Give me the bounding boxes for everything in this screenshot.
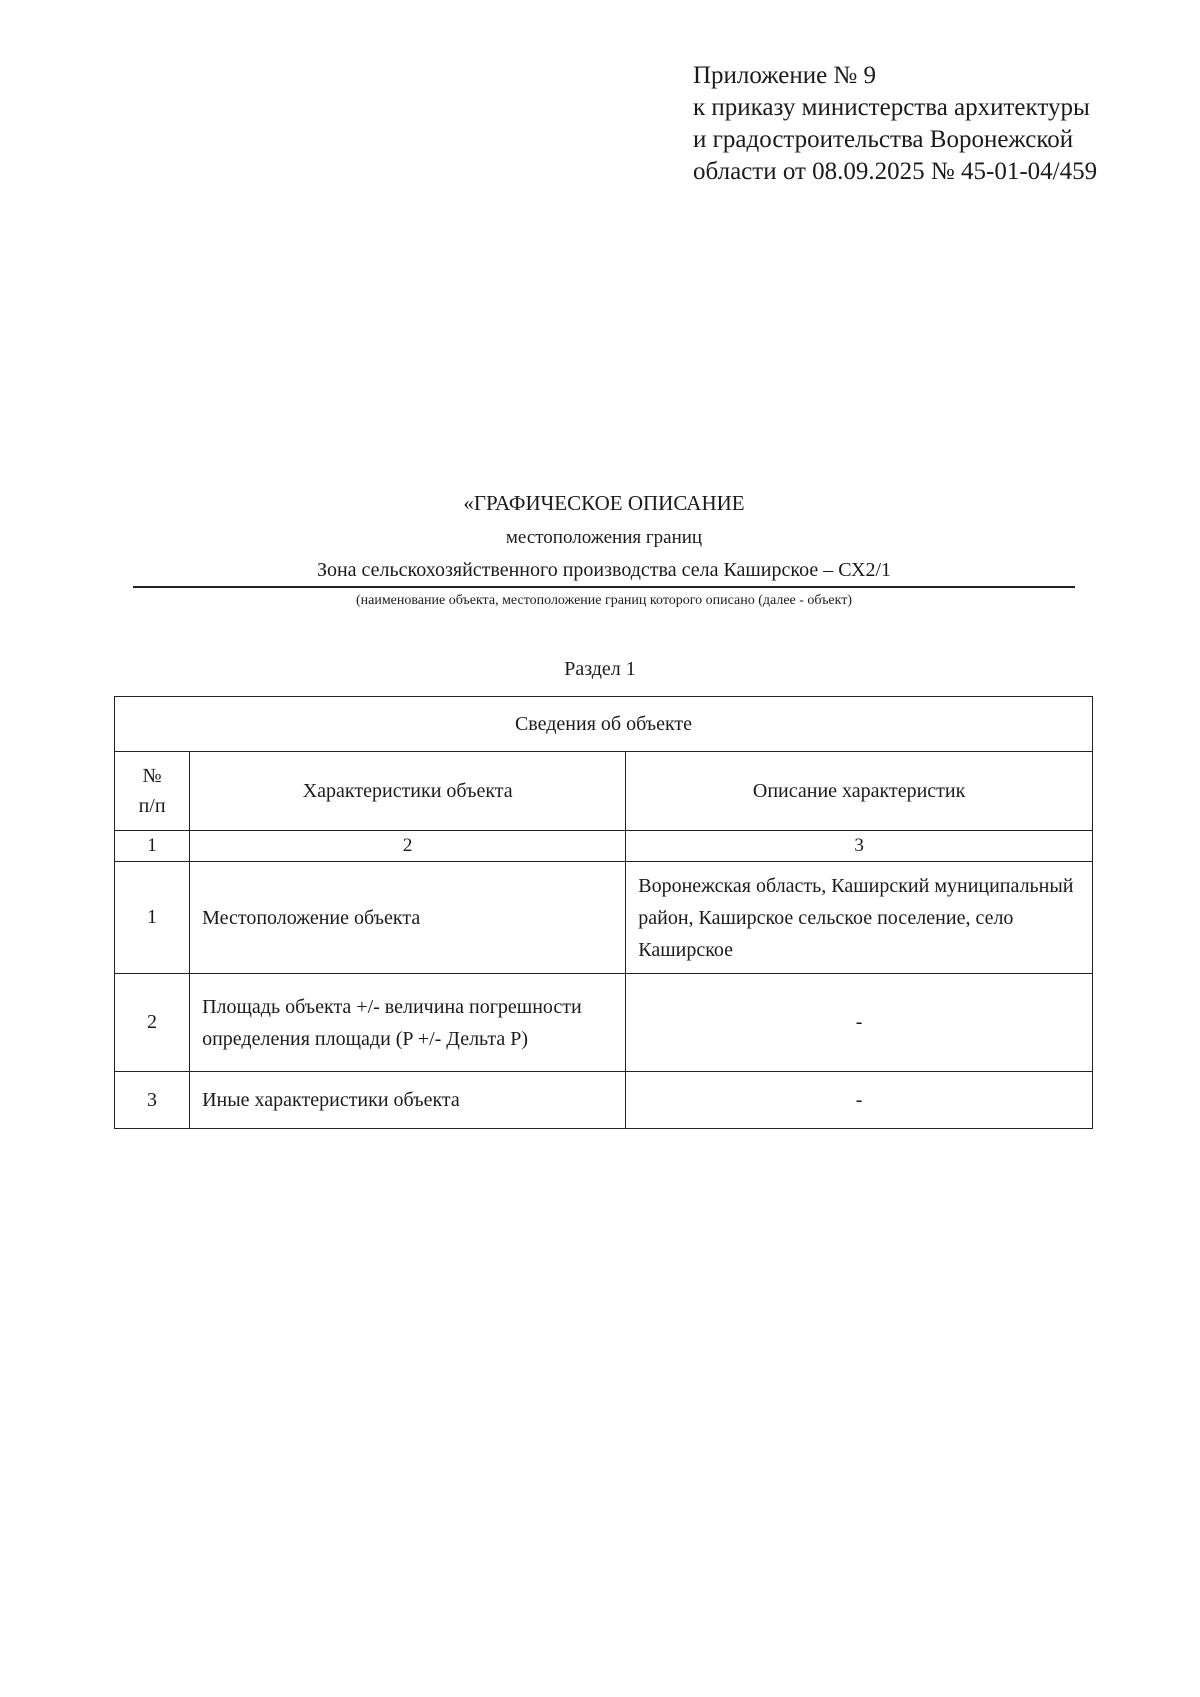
row-description: -	[626, 1072, 1093, 1129]
appendix-line: к приказу министерства архитектуры	[693, 94, 1090, 121]
row-characteristic: Местоположение объекта	[190, 862, 626, 974]
document-subtitle: местоположения границ	[505, 527, 703, 548]
table-row	[115, 862, 1093, 974]
column-number: 1	[115, 831, 190, 862]
appendix-header	[693, 60, 1173, 188]
header-number-text: № п/п	[138, 765, 166, 817]
row-number: 3	[115, 1072, 190, 1129]
column-number: 2	[190, 831, 626, 862]
header-number	[115, 752, 190, 831]
table-header-row	[115, 752, 1093, 831]
header-characteristic: Характеристики объекта	[190, 752, 626, 831]
row-description: -	[626, 974, 1093, 1072]
table-row	[115, 1072, 1093, 1129]
table-caption-row	[115, 697, 1093, 752]
column-number-row	[115, 831, 1093, 862]
object-name: Зона сельскохозяйственного производства села Каширское – СХ2/1	[133, 556, 1075, 588]
table-row	[115, 974, 1093, 1072]
table-caption: Сведения об объекте	[115, 697, 1093, 752]
row-characteristic: Иные характеристики объекта	[190, 1072, 626, 1129]
object-name-hint: (наименование объекта, местоположение границ которого описано (далее - объект)	[355, 593, 853, 608]
header-description: Описание характеристик	[626, 752, 1093, 831]
document-title: «ГРАФИЧЕСКОЕ ОПИСАНИЕ	[463, 491, 745, 515]
row-number: 2	[115, 974, 190, 1072]
appendix-line: и градостроительства Воронежской	[693, 126, 1074, 153]
column-number: 3	[626, 831, 1093, 862]
row-description: Воронежская область, Каширский муниципальный район, Каширское сельское поселение, село Каширское	[626, 862, 1093, 974]
appendix-line: Приложение № 9	[693, 62, 877, 89]
appendix-line: области от 08.09.2025 № 45-01-04/459	[693, 158, 1098, 185]
section-label: Раздел 1	[564, 658, 636, 680]
row-characteristic: Площадь объекта +/- величина погрешности определения площади (P +/- Дельта P)	[190, 974, 626, 1072]
row-number: 1	[115, 862, 190, 974]
document-title-block	[133, 488, 1075, 611]
object-info-table	[114, 696, 1093, 1129]
